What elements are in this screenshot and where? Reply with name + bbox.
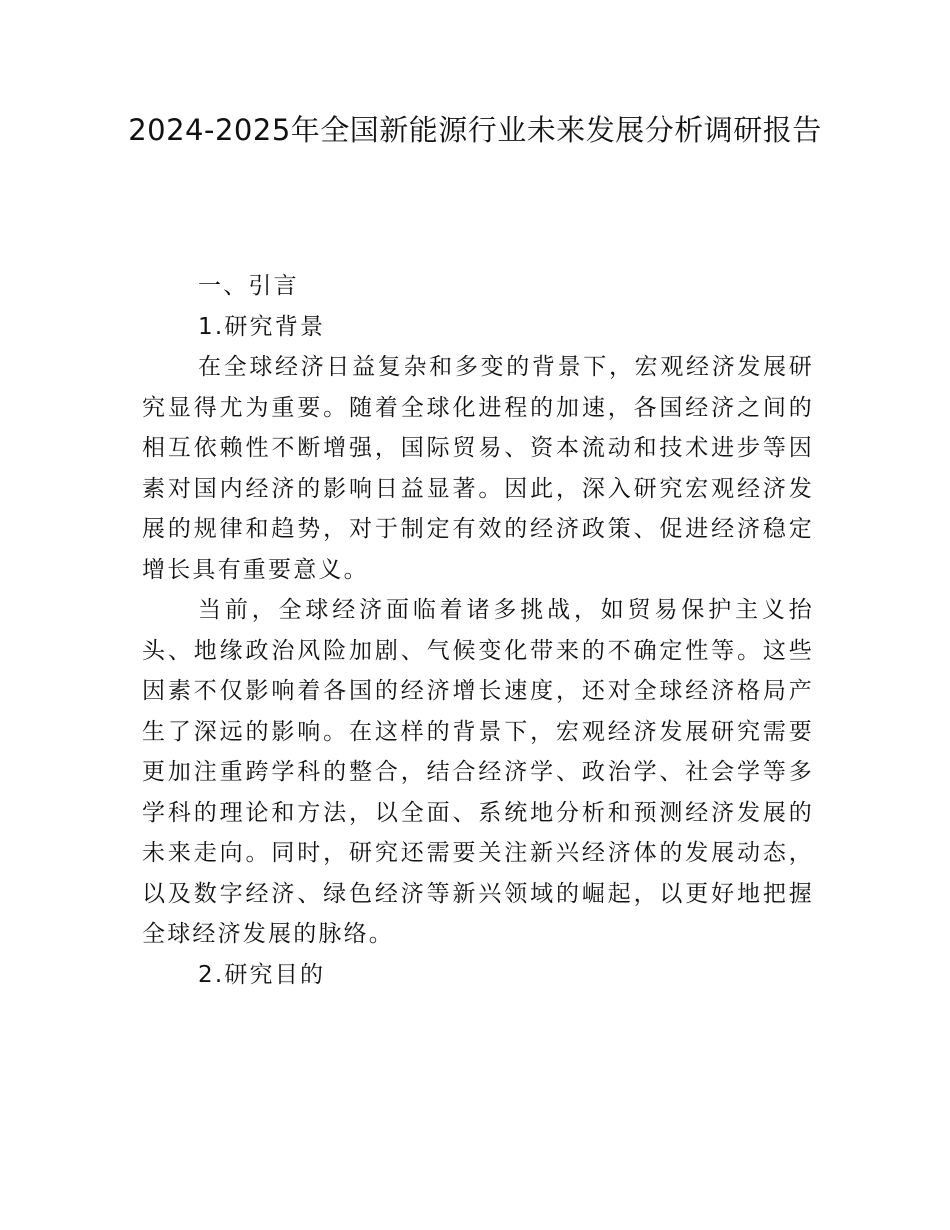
subsection-heading-research-background: 1.研究背景 (198, 313, 326, 340)
section-heading-introduction: 一、引言 (198, 273, 299, 299)
paragraph-1: 在全球经济日益复杂和多变的背景下，宏观经济发展研究显得尤为重要。随着全球化进程的加速，各国经济之间的相互依赖性不断增强，国际贸易、资本流动和技术进步等因素对国内经济的影响日益显著。因此，深入研究宏观经济发展的规律和趋势，对于制定有效的经济政策、促进经济稳定增长具有重要意义。 (142, 354, 814, 583)
document-title: 2024-2025年全国新能源行业未来发展分析调研报告 (128, 113, 822, 147)
document-body (142, 266, 814, 995)
subsection-heading-research-purpose: 2.研究目的 (198, 961, 326, 988)
paragraph-2: 当前，全球经济面临着诸多挑战，如贸易保护主义抬头、地缘政治风险加剧、气候变化带来的不确定性等。这些因素不仅影响着各国的经济增长速度，还对全球经济格局产生了深远的影响。在这样的背景下，宏观经济发展研究需要更加注重跨学科的整合，结合经济学、政治学、社会学等多学科的理论和方法，以全面、系统地分析和预测经济发展的未来走向。同时，研究还需要关注新兴经济体的发展动态，以及数字经济、绿色经济等新兴领域的崛起，以更好地把握全球经济发展的脉络。 (142, 597, 814, 947)
